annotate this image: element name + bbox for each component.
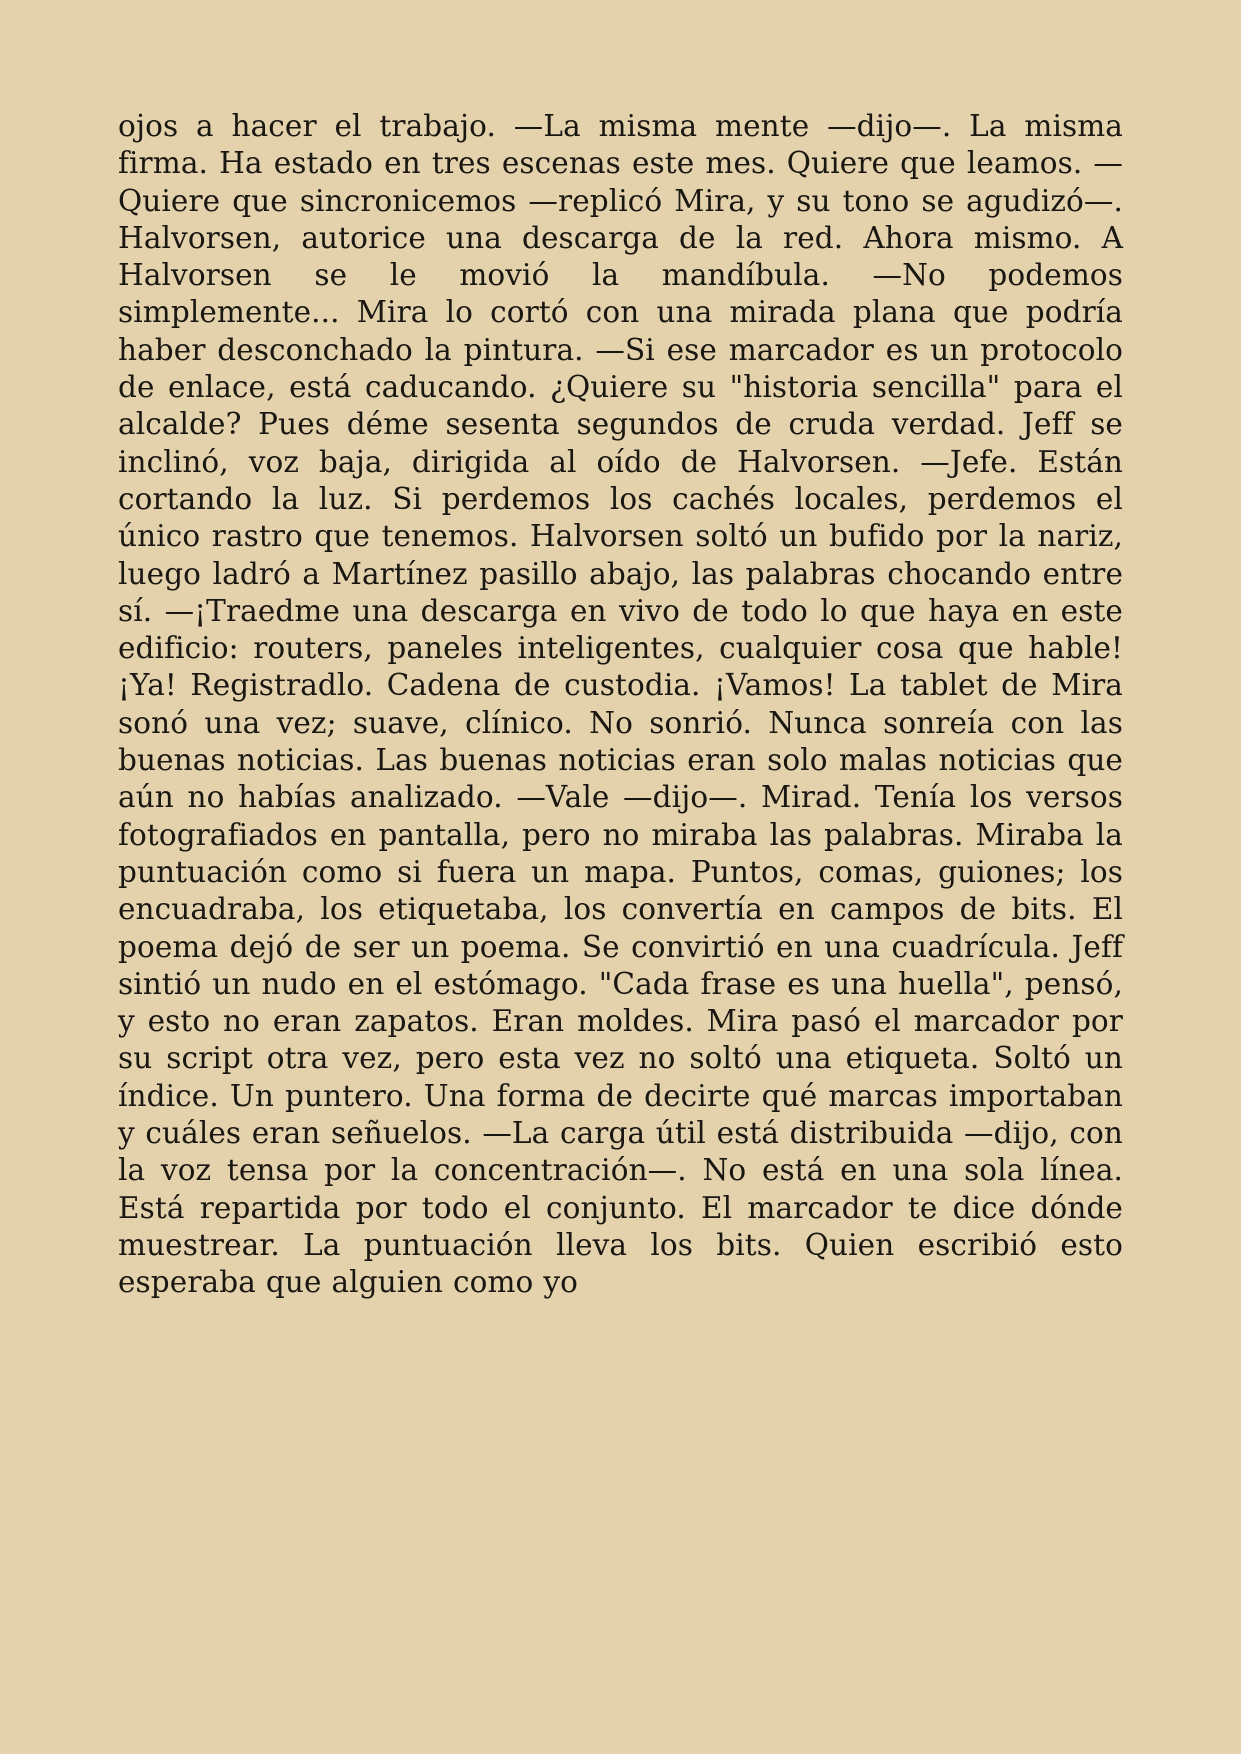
body-paragraph: ojos a hacer el trabajo. —La misma mente —dijo—. La misma firma. Ha estado en tres escenas este mes. Quiere que leamos. —Quiere que sincronicemos —replicó Mira, y su tono se agudizó—. Halvorsen, autorice una descarga de la red. Ahora mismo. A Halvorsen se le movió la mandíbula. —No podemos simplemente... Mira lo cortó con una mirada plana que podría haber desconchado la pintura. —Si ese marcador es un protocolo de enlace, está caducando. ¿Quiere su "historia sencilla" para el alcalde? Pues déme sesenta segundos de cruda verdad. Jeff se inclinó, voz baja, dirigida al oído de Halvorsen. —Jefe. Están cortando la luz. Si perdemos los cachés locales, perdemos el único rastro que tenemos. Halvorsen soltó un bufido por la nariz, luego ladró a Martínez pasillo abajo, las palabras chocando entre sí. —¡Traedme una descarga en vivo de todo lo que haya en este edificio: routers, paneles inteligentes, cualquier cosa que hable! ¡Ya! Registradlo. Cadena de custodia. ¡Vamos! La tablet de Mira sonó una vez; suave, clínico. No sonrió. Nunca sonreía con las buenas noticias. Las buenas noticias eran solo malas noticias que aún no habías analizado. —Vale —dijo—. Mirad. Tenía los versos fotografiados en pantalla, pero no miraba las palabras. Miraba la puntuación como si fuera un mapa. Puntos, comas, guiones; los encuadraba, los etiquetaba, los convertía en campos de bits. El poema dejó de ser un poema. Se convirtió en una cuadrícula. Jeff sintió un nudo en el estómago. "Cada frase es una huella", pensó, y esto no eran zapatos. Eran moldes. Mira pasó el marcador por su script otra vez, pero esta vez no soltó una etiqueta. Soltó un índice. Un puntero. Una forma de decirte qué marcas importaban y cuáles eran señuelos. —La carga útil está distribuida —dijo, con la voz tensa por la concentración—. No está en una sola línea. Está repartida por todo el conjunto. El marcador te dice dónde muestrear. La puntuación lleva los bits. Quien escribió esto esperaba que alguien como yo: [118, 109, 1123, 1300]
text-column: [118, 108, 1123, 1302]
